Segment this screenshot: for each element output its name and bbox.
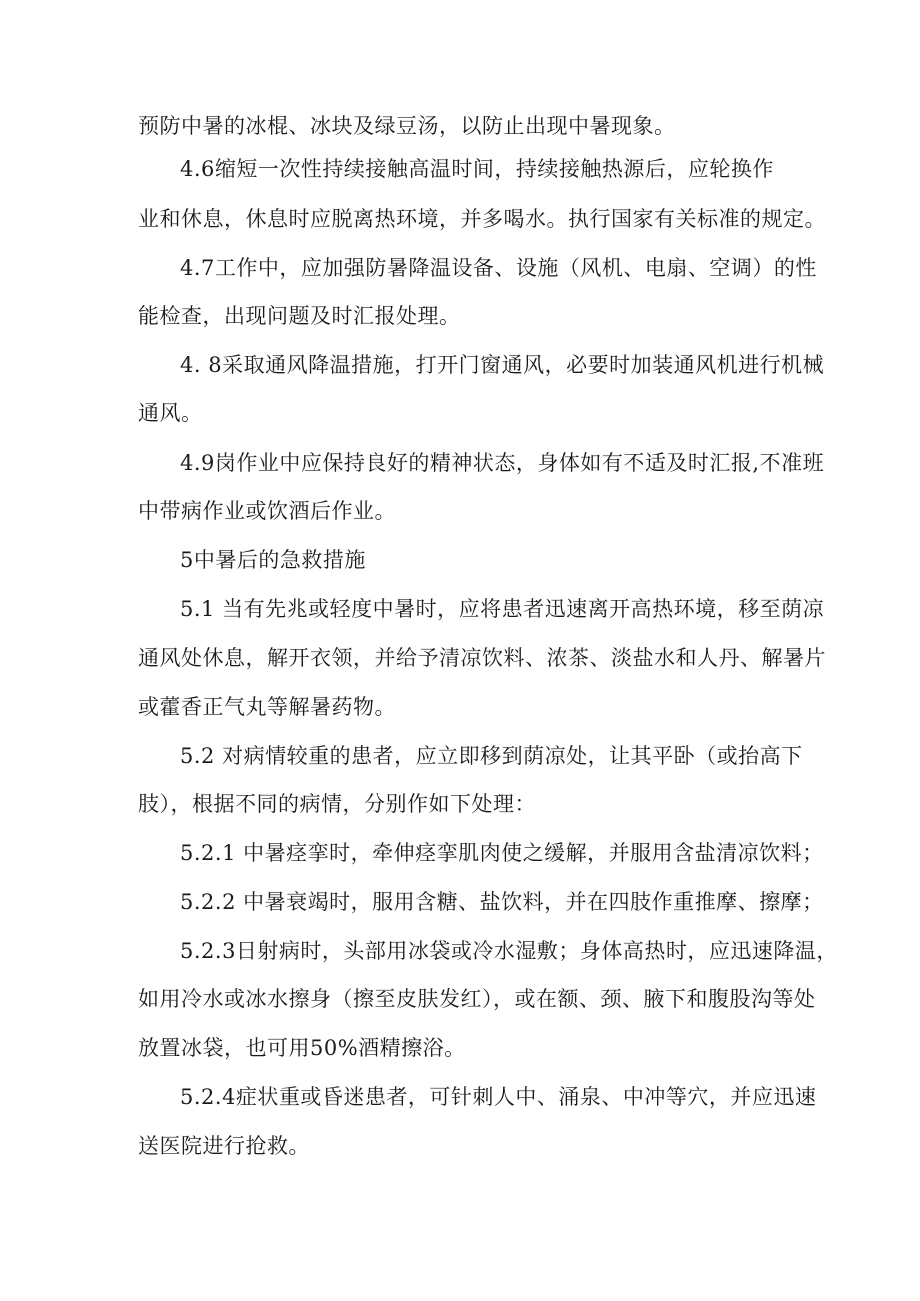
- text-line-22: 送医院进行抢救。: [138, 1134, 310, 1158]
- text-line-17: 5.2.2 中暑衰竭时，服用含糖、盐饮料，并在四肢作重推摩、擦摩；: [180, 890, 824, 914]
- text-line-19: 如用冷水或冰水擦身（擦至皮肤发红），或在额、颈、腋下和腹股沟等处: [138, 987, 816, 1011]
- text-line-12: 通风处休息，解开衣领，并给予清凉饮料、浓茶、淡盐水和人丹、解暑片: [138, 646, 826, 670]
- text-line-3: 业和休息，休息时应脱离热环境，并多喝水。执行国家有关标准的规定。: [138, 207, 826, 231]
- text-line-4: 4.7工作中，应加强防暑降温设备、设施（风机、电扇、空调）的性: [180, 256, 817, 280]
- section-heading: 5中暑后的急救措施: [180, 548, 366, 572]
- text-line-7: 通风。: [138, 401, 203, 425]
- text-line-8: 4.9岗作业中应保持良好的精神状态，身体如有不适及时汇报,不准班: [180, 451, 825, 475]
- text-line-14: 5.2 对病情较重的患者，应立即移到荫凉处，让其平卧（或抬高下: [180, 744, 803, 768]
- text-line-1: 预防中暑的冰棍、冰块及绿豆汤，以防止出现中暑现象。: [138, 114, 676, 138]
- text-line-21: 5.2.4症状重或昏迷患者，可针刺人中、涌泉、中冲等穴，并应迅速: [180, 1085, 817, 1109]
- text-line-5: 能检查，出现问题及时汇报处理。: [138, 304, 461, 328]
- text-line-11: 5.1 当有先兆或轻度中暑时，应将患者迅速离开高热环境，移至荫凉: [180, 597, 825, 621]
- text-line-16: 5.2.1 中暑痉挛时，牵伸痉挛肌肉使之缓解，并服用含盐清凉饮料；: [180, 841, 824, 865]
- text-line-18: 5.2.3日射病时，头部用冰袋或冷水湿敷；身体高热时，应迅速降温，: [180, 939, 838, 963]
- text-line-20: 放置冰袋，也可用50%酒精擦浴。: [138, 1036, 466, 1060]
- text-line-15: 肢），根据不同的病情，分别作如下处理：: [138, 792, 536, 816]
- text-line-2: 4.6缩短一次性持续接触高温时间，持续接触热源后，应轮换作: [180, 157, 774, 181]
- text-line-13: 或藿香正气丸等解暑药物。: [138, 695, 396, 719]
- text-line-6: 4. 8采取通风降温措施，打开门窗通风，必要时加装通风机进行机械: [180, 353, 825, 377]
- text-line-9: 中带病作业或饮酒后作业。: [138, 499, 396, 523]
